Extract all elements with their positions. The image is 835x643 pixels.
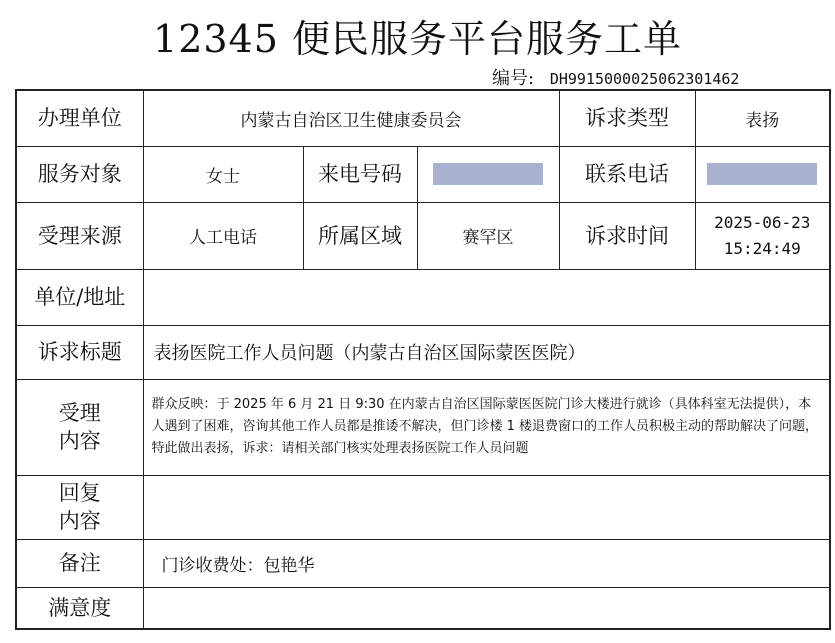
subject-value: 表扬医院工作人员问题（内蒙古自治区国际蒙医医院）	[143, 325, 830, 379]
contact-phone-label: 联系电话	[559, 146, 695, 202]
redacted-contact-phone	[707, 163, 817, 185]
region-value: 赛罕区	[417, 202, 559, 269]
unit-address-label: 单位/地址	[16, 269, 143, 325]
source-value: 人工电话	[143, 202, 303, 269]
page-title: 12345 便民服务平台服务工单	[153, 17, 682, 61]
remark-value: 门诊收费处：包艳华	[143, 539, 830, 587]
remark-label: 备注	[16, 539, 143, 587]
appeal-time-value	[695, 202, 830, 269]
reply-label-line2: 内容	[58, 509, 101, 533]
content-label-line2: 内容	[58, 429, 101, 453]
service-target-label: 服务对象	[16, 146, 143, 202]
appeal-clock: 15:24:49	[723, 238, 801, 258]
reply-label	[16, 475, 143, 539]
row-office	[16, 90, 830, 146]
reply-label-line1: 回复	[58, 481, 101, 505]
row-subject	[16, 325, 830, 379]
work-order-table	[15, 89, 831, 630]
appeal-type-label: 诉求类型	[559, 90, 695, 146]
office-label: 办理单位	[16, 90, 143, 146]
content-label	[16, 379, 143, 475]
order-number	[492, 64, 739, 90]
row-service	[16, 146, 830, 202]
appeal-date: 2025-06-23	[714, 212, 811, 232]
row-satisfaction	[16, 587, 830, 629]
source-label: 受理来源	[16, 202, 143, 269]
caller-number-value	[417, 146, 559, 202]
unit-address-value	[143, 269, 830, 325]
subject-label: 诉求标题	[16, 325, 143, 379]
contact-phone-value	[695, 146, 830, 202]
row-reply	[16, 475, 830, 539]
office-value: 内蒙古自治区卫生健康委员会	[143, 90, 559, 146]
satisfaction-label: 满意度	[16, 587, 143, 629]
row-source	[16, 202, 830, 269]
row-unit-address	[16, 269, 830, 325]
appeal-time-label: 诉求时间	[559, 202, 695, 269]
order-number-label: 编号:	[492, 68, 535, 89]
appeal-type-value: 表扬	[695, 90, 830, 146]
row-content	[16, 379, 830, 475]
order-number-value: DH9915000025062301462	[549, 70, 740, 88]
reply-value	[143, 475, 830, 539]
content-value: 群众反映：于 2025 年 6 月 21 日 9:30 在内蒙古自治区国际蒙医医院门诊大楼进行就诊（具体科室无法提供），本人遇到了困难，咨询其他工作人员都是推诿不解决，但门诊楼 1 楼退费窗口的工作人员积极主动的帮助解决了问题，特此做出表扬，诉求：请相关部门核实处理表扬医院工作人员问题	[143, 379, 830, 475]
satisfaction-value	[143, 587, 830, 629]
redacted-caller-number	[433, 163, 543, 185]
caller-number-label: 来电号码	[303, 146, 417, 202]
content-label-line1: 受理	[58, 401, 101, 425]
row-remark	[16, 539, 830, 587]
service-target-value: 女士	[143, 146, 303, 202]
region-label: 所属区域	[303, 202, 417, 269]
